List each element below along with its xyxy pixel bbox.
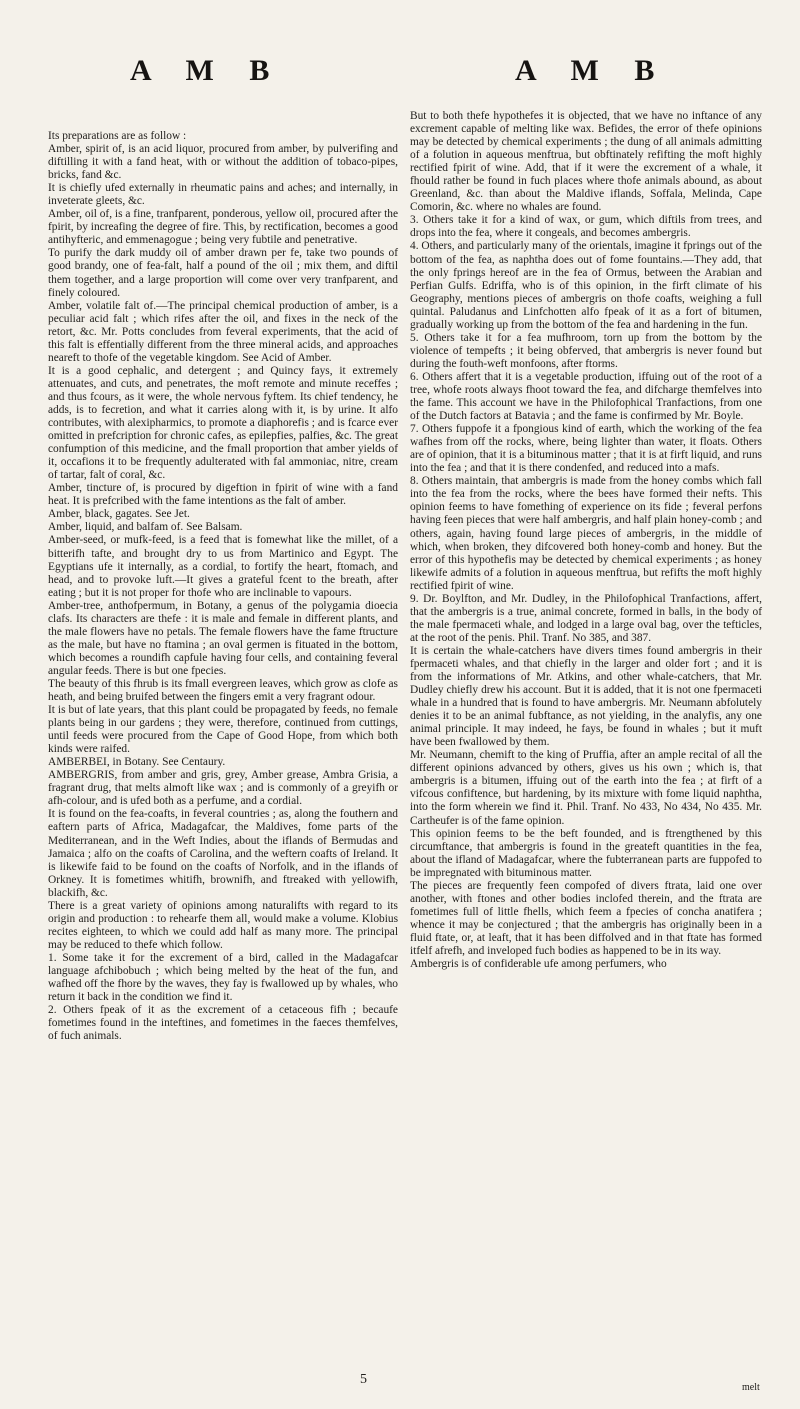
entry-paragraph: 6. Others affert that it is a vegetable production, iffuing out of the root of a tree, whofe roots always fhoot toward the fea, and difcharge themfelves into the fame. This account we have in the Philofophical Tranfactions, from one of the Dutch factors at Batavia ; and the fame is confirmed by Mr. Boyle. — [410, 370, 762, 423]
page-number: 5 — [360, 1372, 367, 1387]
entry-paragraph: The pieces are frequently feen compofed of divers ftrata, laid one over another, with ftones and other bodies inclofed therein, and the ftrata are fometimes full of little fhells, which feem a fpecies of concha anatifera ; whence it may be conjectured ; that the ambergris has originally been in a fluid ftate, or, at leaft, that it has been diffolved and in that ftate has formed itfelf afrefh, and inveloped fuch bodies as happened to be in its way. — [410, 879, 762, 957]
entry-paragraph: AMBERBEI, in Botany. See Centaury. — [48, 756, 226, 769]
entry-paragraph: It is found on the fea-coafts, in feveral countries ; as, along the fouthern and eaftern parts of Africa, Madagafcar, the Maldives, fome parts of the Mediterranean, and in the Weft Indies, about the iflands of Bermudas and Jamaica ; alfo on the coafts of Carolina, and the weftern coafts of Ireland. It is likewife faid to be found on the coafts of Norfolk, and in the iflands of Orkney. It is fometimes whitifh, brownifh, and ftreaked with yellowifh, blackifh, &c. — [48, 808, 398, 899]
entry-paragraph: It is but of late years, that this plant could be propagated by feeds, no female plants being in our gardens ; they were, therefore, continued from cuttings, until feeds were procured from the Cape of Good Hope, from which both kinds were raifed. — [48, 704, 398, 756]
left-column — [48, 130, 398, 1043]
entry-paragraph: AMBERGRIS, from amber and gris, grey, Amber grease, Ambra Grisia, a fragrant drug, that melts almoft like wax ; and is commonly of a greyifh or afh-colour, and is ufed both as a perfume, and a cordial. — [48, 769, 398, 808]
running-head-left: A M B — [130, 54, 284, 87]
entry-paragraph: Ambergris is of confiderable ufe among perfumers, who — [410, 958, 667, 971]
entry-paragraph: Amber, black, gagates. See Jet. — [48, 508, 190, 521]
right-column — [410, 110, 762, 971]
running-head-right: A M B — [515, 54, 669, 87]
entry-paragraph: Its preparations are as follow : — [48, 130, 187, 142]
entry-paragraph: 1. Some take it for the excrement of a bird, called in the Madagafcar language afchibobuch ; which being melted by the heat of the fun, and wafhed off the fhore by the waves, they fay is fwallowed up by whales, who return it back in the condition we find it. — [48, 951, 398, 1004]
entry-paragraph: It is certain the whale-catchers have divers times found ambergris in their fpermaceti whales, and that chiefly in the larger and older fort ; and it is from the informations of Mr. Atkins, and other whale-catchers, that Mr. Dudley chiefly drew his account. But it is added, that it is not one fpermaceti whale in a hundred that is found to have ambergris. Mr. Neumann abfolutely denies it to be an animal fubftance, as not yielding, in the analyfis, any one animal principle. It may indeed, he fays, be found in whales ; but it muft have been fwallowed by them. — [410, 644, 762, 749]
entry-paragraph: 4. Others, and particularly many of the orientals, imagine it fprings out of the bottom of the fea, as naphtha does out of fome fountains.—They add, that the only fprings hereof are in the fea of Ormus, between the Arabian and Perfian Gulfs. Edriffa, who is of this opinion, in the firft climate of his Geography, mentions pieces of ambergris on thofe coafts, weighing a full quintal. Paludanus and Linfchotten alfo fpeak of it as a fort of bitumen, gradually working up from the bottom of the fea and hardening in the fun. — [410, 240, 762, 331]
entry-paragraph: It is a good cephalic, and detergent ; and Quincy fays, it extremely attenuates, and cuts, and penetrates, the moft remote and minute receffes ; and thus fcours, as it were, the whole nervous fyftem. Its chief tendency, he adds, is to fecretion, and what it carries along with it, is by urine. It alfo contributes, with alexipharmics, to promote a diaphorefis ; and is fcarce ever omitted in prefcription for chronic cafes, as epilepfies, palfies, &c. The great confumption of this medicine, and the fmall proportion that amber yields of it, occafions it to be frequently adulterated with fal ammoniac, nitre, cream of tartar, falt of coral, &c. — [48, 364, 398, 482]
entry-paragraph: Amber, tincture of, is procured by digeftion in fpirit of wine with a fand heat. It is prefcribed with the fame intentions as the falt of amber. — [48, 482, 398, 508]
entry-paragraph: 3. Others take it for a kind of wax, or gum, which diftils from trees, and drops into the fea, where it congeals, and becomes ambergris. — [410, 214, 762, 240]
entry-paragraph: To purify the dark muddy oil of amber drawn per fe, take two pounds of good brandy, one of fea-falt, half a pound of the oil ; mix them, and diftil them together, and a large proportion will come over very tranfparent, and finely coloured. — [48, 247, 398, 299]
entry-paragraph: 7. Others fuppofe it a fpongious kind of earth, which the working of the fea wafhes from off the rocks, where, being lighter than water, it floats. Others are of opinion, that it is a bituminous matter ; that it is at firft liquid, and runs into the fea ; and that it is there condenfed, and reduced into a mafs. — [410, 423, 762, 475]
entry-paragraph: Amber, spirit of, is an acid liquor, procured from amber, by pulverifing and diftilling it with a fand heat, with or without the addition of tobaco-pipes, bricks, fand &c. — [48, 143, 398, 182]
entry-paragraph: There is a great variety of opinions among naturalifts with regard to its origin and production : to rehearfe them all, would make a volume. Klobius recites eighteen, to which we could add half as many more. The principal may be reduced to thefe which follow. — [48, 899, 398, 951]
entry-paragraph: Amber-seed, or mufk-feed, is a feed that is fomewhat like the millet, of a bitterifh tafte, and brought dry to us from Martinico and Egypt. The Egyptians ufe it internally, as a cordial, to fortify the heart, ftomach, and head, and to provoke luft.—It gives a grateful fcent to the breath, after eating ; but it is not proper for thofe who are inclinable to vapours. — [48, 534, 398, 599]
catchword: melt — [742, 1382, 760, 1393]
entry-paragraph: Amber-tree, anthofpermum, in Botany, a genus of the polygamia dioecia clafs. Its characters are thefe : it is male and female in different plants, and the male flowers have no petals. The female flowers have the fame ftructure as the male, but have no ftamina ; an oval germen is fituated in the bottom, which becomes a roundifh capfule having four cells, and containing feveral angular feeds. There is but one fpecies. — [48, 599, 398, 677]
entry-paragraph: But to both thefe hypothefes it is objected, that we have no inftance of any excrement capable of melting like wax. Befides, the error of thefe opinions may be detected by chemical experiments ; the dung of all animals admitting of a folution in aqueous menftrua, but obftinately refifting the moft highly rectified fpirit of wine. Add, that if it were the excrement of a whale, it fhould rather be found in fuch places where thofe animals abound, as about Greenland, &c. than about the Maldive iflands, Soffala, Melinda, Cape Comorin, &c. where no whales are found. — [410, 110, 762, 214]
entry-paragraph: The beauty of this fhrub is its fmall evergreen leaves, which grow as clofe as heath, and being bruifed between the fingers emit a very fragrant odour. — [48, 677, 398, 704]
entry-paragraph: 8. Others maintain, that ambergris is made from the honey combs which fall into the fea from the rocks, where the bees have formed their nefts. This opinion feems to have fomething of experience on its fide ; feveral perfons having feen pieces that were half ambergris, and half plain honey-comb ; and others, again, having found large pieces of ambergris, in the middle of which, when broken, they difcovered both honey-comb and honey. But the error of this hypothefis may be detected by chemical experiments ; as honey likewife admits of a folution in aqueous menftrua, but refifts the moft highly rectified fpirit of wine. — [410, 475, 762, 592]
entry-paragraph: Amber, volatile falt of.—The principal chemical production of amber, is a peculiar acid falt ; which rifes after the oil, and fixes in the neck of the retort, &c. Mr. Potts concludes from feveral experiments, that the acid of this falt is effentially different from the three mineral acids, and approaches neareft to thofe of the vegetable kingdom. See Acid of Amber. — [48, 299, 398, 364]
entry-paragraph: This opinion feems to be the beft founded, and is ftrengthened by this circumftance, that ambergris is found in the greateft quantities in the fea, about the ifland of Madagafcar, where the fubterranean parts are fuppofed to be impregnated with bituminous matter. — [410, 827, 762, 879]
entry-paragraph: Mr. Neumann, chemift to the king of Pruffia, after an ample recital of all the different opinions advanced by others, gives us his own ; which is, that ambergris is a bitumen, iffuing out of the earth into the fea ; at firft of a vifcous confiftence, but hardening, by its mixture with fome liquid naphtha, into the form wherein we find it. Phil. Tranf. No 433, No 434, No 435. Mr. Cartheufer is of the fame opinion. — [410, 749, 762, 827]
entry-paragraph: 5. Others take it for a fea mufhroom, torn up from the bottom by the violence of tempefts ; it being obferved, that ambergris is never found but during the fouth-weft monfoons, after ftorms. — [410, 331, 762, 370]
entry-paragraph: It is chiefly ufed externally in rheumatic pains and aches; and internally, in inveterate gleets, &c. — [48, 182, 398, 208]
entry-paragraph: 2. Others fpeak of it as the excrement of a cetaceous fifh ; becaufe fometimes found in the inteftines, and fometimes in the faeces themfelves, of fuch animals. — [48, 1004, 398, 1043]
entry-paragraph: Amber, oil of, is a fine, tranfparent, ponderous, yellow oil, procured after the fpirit, by increafing the degree of fire. This, by rectification, becomes a good antihyfteric, and emmenagogue ; being very fubtile and penetrative. — [48, 208, 399, 247]
entry-paragraph: Amber, liquid, and balfam of. See Balsam. — [48, 521, 243, 534]
entry-paragraph: 9. Dr. Boylfton, and Mr. Dudley, in the Philofophical Tranfactions, affert, that the ambergris is a true, animal concrete, formed in balls, in the body of the male fpermaceti whale, and lodged in a large oval bag, over the tefticles, at the root of the penis. Phil. Tranf. No 385, and 387. — [410, 592, 762, 644]
